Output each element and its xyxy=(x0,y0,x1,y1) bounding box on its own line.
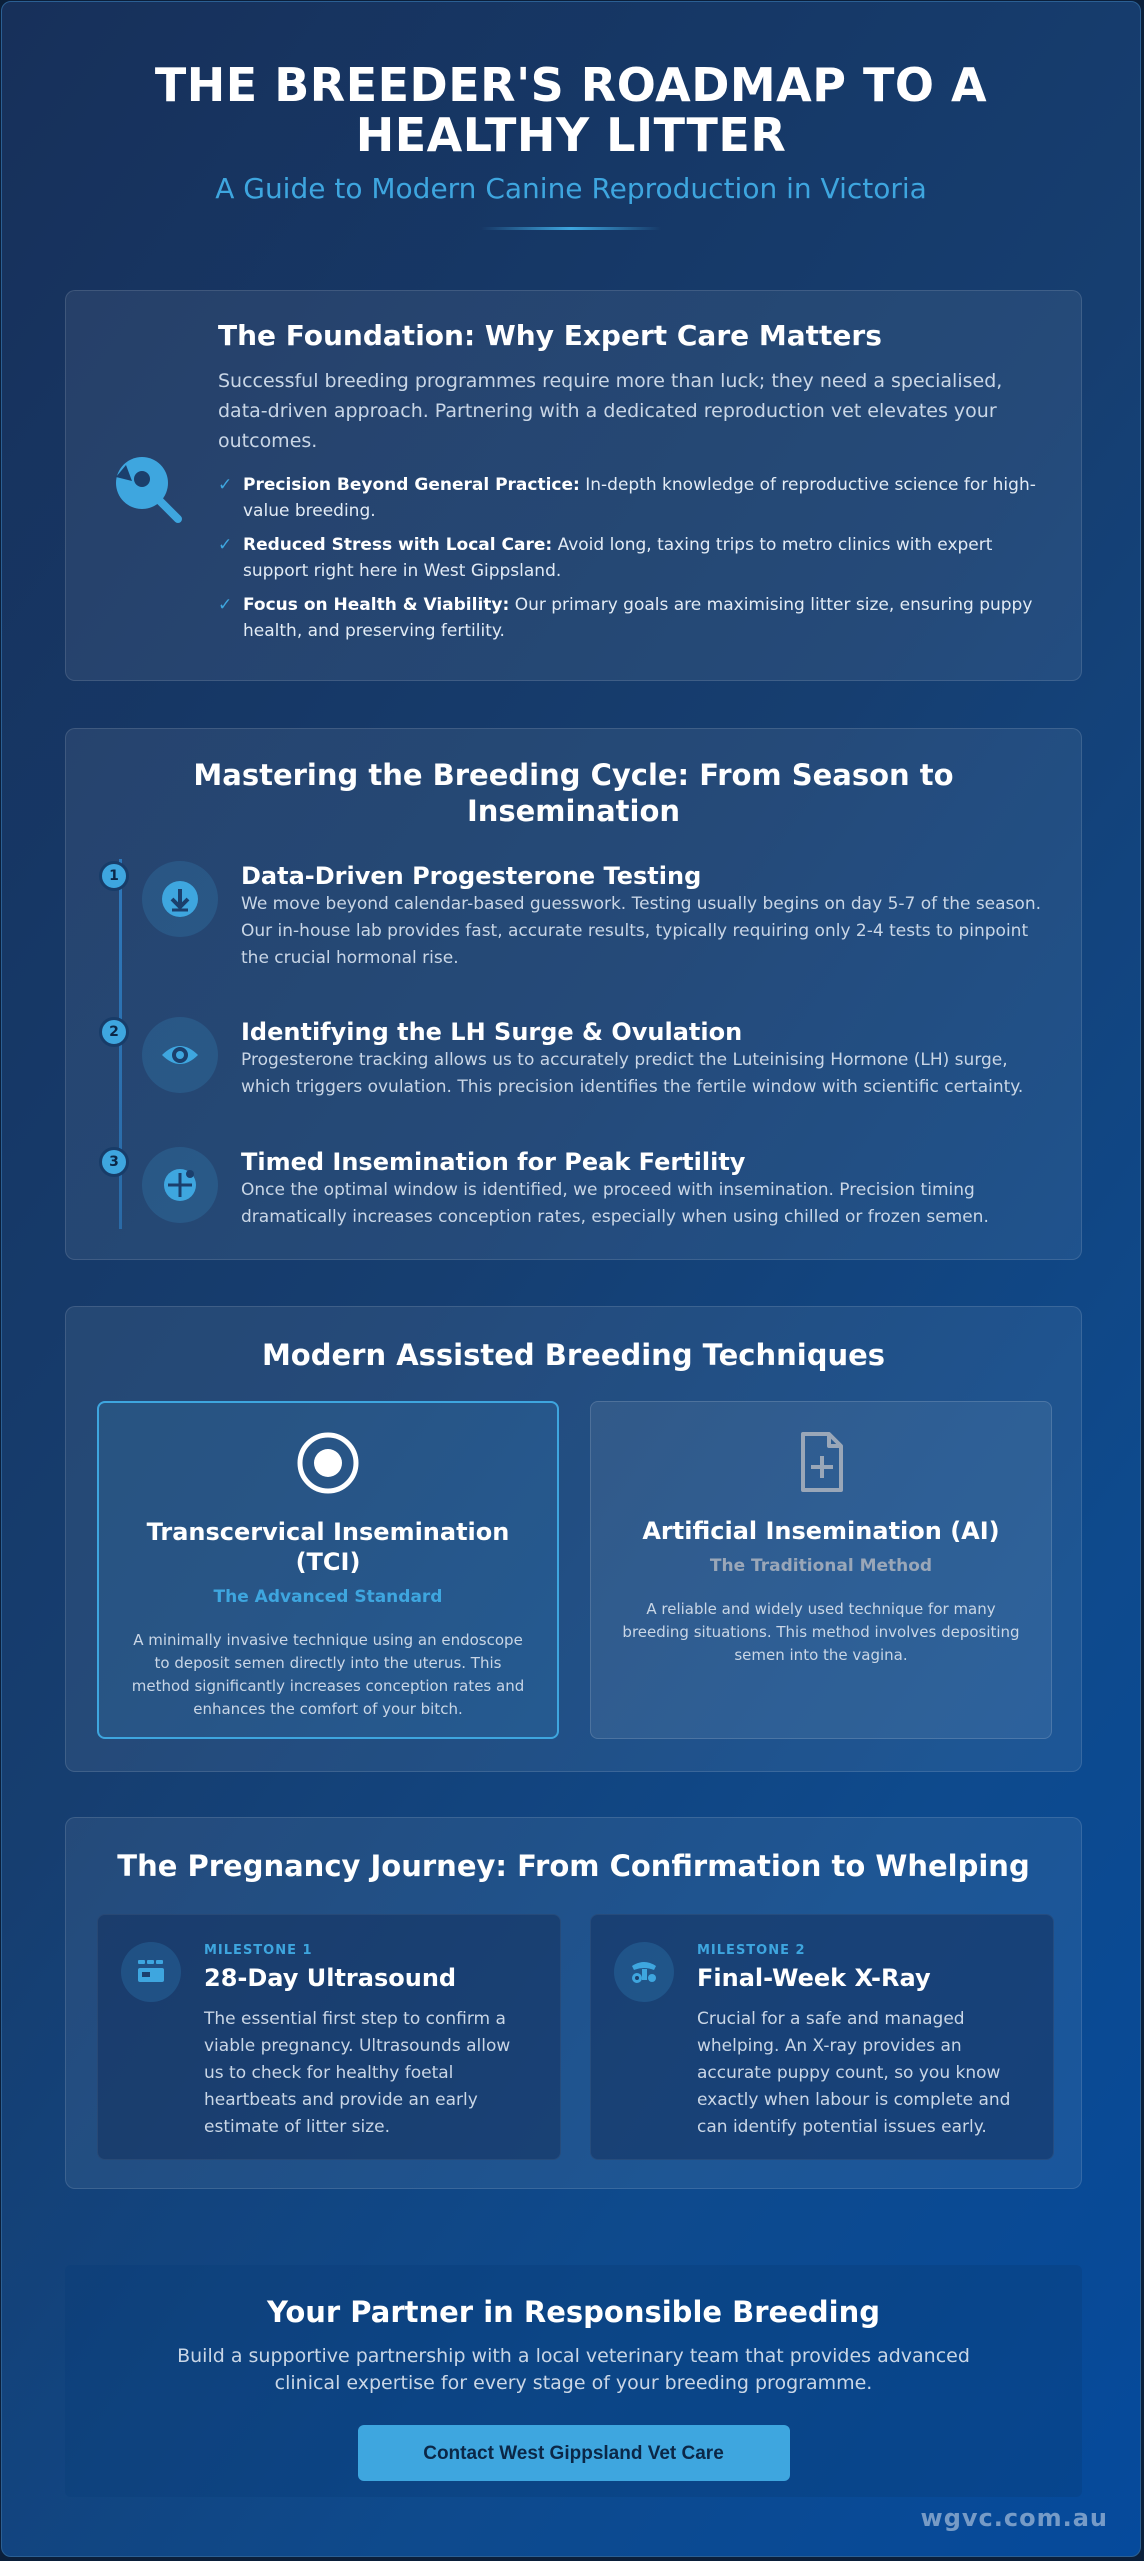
list-item xyxy=(218,592,1048,644)
step-desc: Once the optimal window is identified, we proceed with insemination. Precision timing dramatically increases conception rates, especially when using chilled or frozen semen. xyxy=(241,1180,989,1227)
milestone-label: MILESTONE 1 xyxy=(204,1943,313,1958)
ai-card xyxy=(590,1401,1052,1739)
step-number: 3 xyxy=(99,1147,129,1177)
foundation-bullets xyxy=(218,472,1048,644)
ai-desc: A reliable and widely used technique for many breeding situations. This method involves depositing semen into the vagina. xyxy=(622,1600,1020,1664)
infographic xyxy=(1,1,1141,2557)
list-item xyxy=(218,532,1048,584)
pregnancy-title: The Pregnancy Journey: From Confirmation to Whelping xyxy=(117,1849,1030,1883)
step-desc: We move beyond calendar-based guesswork. Testing usually begins on day 5-7 of the season. Our in-house lab provides fast, accurate results, typically requiring only 2-4 tests to pinpoint the crucial hormonal rise. xyxy=(241,894,1041,968)
title-divider xyxy=(481,227,661,230)
page-title: THE BREEDER'S ROADMAP TO A HEALTHY LITTER xyxy=(154,58,988,162)
milestone-card xyxy=(590,1914,1054,2160)
download-circle-icon xyxy=(142,861,218,937)
target-icon xyxy=(296,1431,360,1495)
file-plus-icon xyxy=(789,1430,853,1494)
pregnancy-card xyxy=(65,1817,1082,2189)
techniques-title: Modern Assisted Breeding Techniques xyxy=(261,1338,886,1372)
step-title: Data-Driven Progesterone Testing xyxy=(241,862,702,890)
milestone-desc: The essential first step to confirm a viable pregnancy. Ultrasounds allow us to check for healthy foetal heartbeats and provide an early estimate of litter size. xyxy=(204,2009,511,2137)
milestone-desc: Crucial for a safe and managed whelping. An X-ray provides an accurate puppy count, so you know exactly when labour is complete and can identify potential issues early. xyxy=(697,2009,1011,2137)
cycle-title: Mastering the Breeding Cycle: From Season to Insemination xyxy=(193,758,954,828)
header xyxy=(2,2,1140,230)
site-url: wgvc.com.au xyxy=(920,2504,1108,2532)
step-title: Identifying the LH Surge & Ovulation xyxy=(241,1018,743,1046)
ultrasound-icon xyxy=(121,1942,181,2002)
bullet-heading: Reduced Stress with Local Care: xyxy=(243,535,553,555)
foundation-card xyxy=(65,290,1082,681)
cta-text: Build a supportive partnership with a local veterinary team that provides advanced clinical expertise for every stage of your breeding programme. xyxy=(177,2345,970,2394)
tci-name: Transcervical Insemination (TCI) xyxy=(146,1518,510,1576)
step-desc: Progesterone tracking allows us to accurately predict the Luteinising Hormone (LH) surge, which triggers ovulation. This precision identifies the fertile window with scientific certainty. xyxy=(241,1050,1024,1097)
step-title: Timed Insemination for Peak Fertility xyxy=(241,1148,746,1176)
foundation-title: The Foundation: Why Expert Care Matters xyxy=(218,319,882,352)
milestone-label: MILESTONE 2 xyxy=(697,1943,806,1958)
cta-title: Your Partner in Responsible Breeding xyxy=(266,2295,880,2329)
bullet-heading: Focus on Health & Viability: xyxy=(243,595,510,615)
tci-tag: The Advanced Standard xyxy=(213,1587,443,1607)
check-icon: ✓ xyxy=(218,595,233,615)
milestone-title: 28-Day Ultrasound xyxy=(204,1964,457,1992)
list-item xyxy=(218,472,1048,524)
eye-icon xyxy=(142,1017,218,1093)
crosshair-icon xyxy=(142,1147,218,1223)
ai-tag: The Traditional Method xyxy=(709,1556,933,1576)
tci-desc: A minimally invasive technique using an endoscope to deposit semen directly into the uterus. This method significantly increases conception rates and enhances the comfort of your bitch. xyxy=(131,1631,525,1718)
bullet-text: In-depth knowledge of reproductive science for high-value breeding. xyxy=(243,475,1036,521)
breeding-cycle-card xyxy=(65,728,1082,1260)
step-number: 2 xyxy=(99,1017,129,1047)
bullet-heading: Precision Beyond General Practice: xyxy=(243,475,580,495)
magnifier-icon xyxy=(110,451,186,527)
xray-icon xyxy=(614,1942,674,2002)
foundation-lead: Successful breeding programmes require more than luck; they need a specialised, data-driven approach. Partnering with a dedicated reproduction vet elevates your outcomes. xyxy=(218,370,1003,452)
bullet-text: Avoid long, taxing trips to metro clinics with expert support right here in West Gippsland. xyxy=(243,535,993,581)
cta-section xyxy=(65,2265,1082,2497)
milestone-card xyxy=(97,1914,561,2160)
tci-card xyxy=(97,1401,559,1739)
check-icon: ✓ xyxy=(218,475,233,495)
ai-name: Artificial Insemination (AI) xyxy=(642,1517,1000,1545)
page-subtitle: A Guide to Modern Canine Reproduction in Victoria xyxy=(215,172,927,205)
check-icon: ✓ xyxy=(218,535,233,555)
milestone-title: Final-Week X-Ray xyxy=(697,1964,931,1992)
techniques-card xyxy=(65,1306,1082,1772)
bullet-text: Our primary goals are maximising litter size, ensuring puppy health, and preserving fertility. xyxy=(243,595,1033,641)
contact-button[interactable]: Contact West Gippsland Vet Care xyxy=(358,2425,790,2481)
step-number: 1 xyxy=(99,861,129,891)
